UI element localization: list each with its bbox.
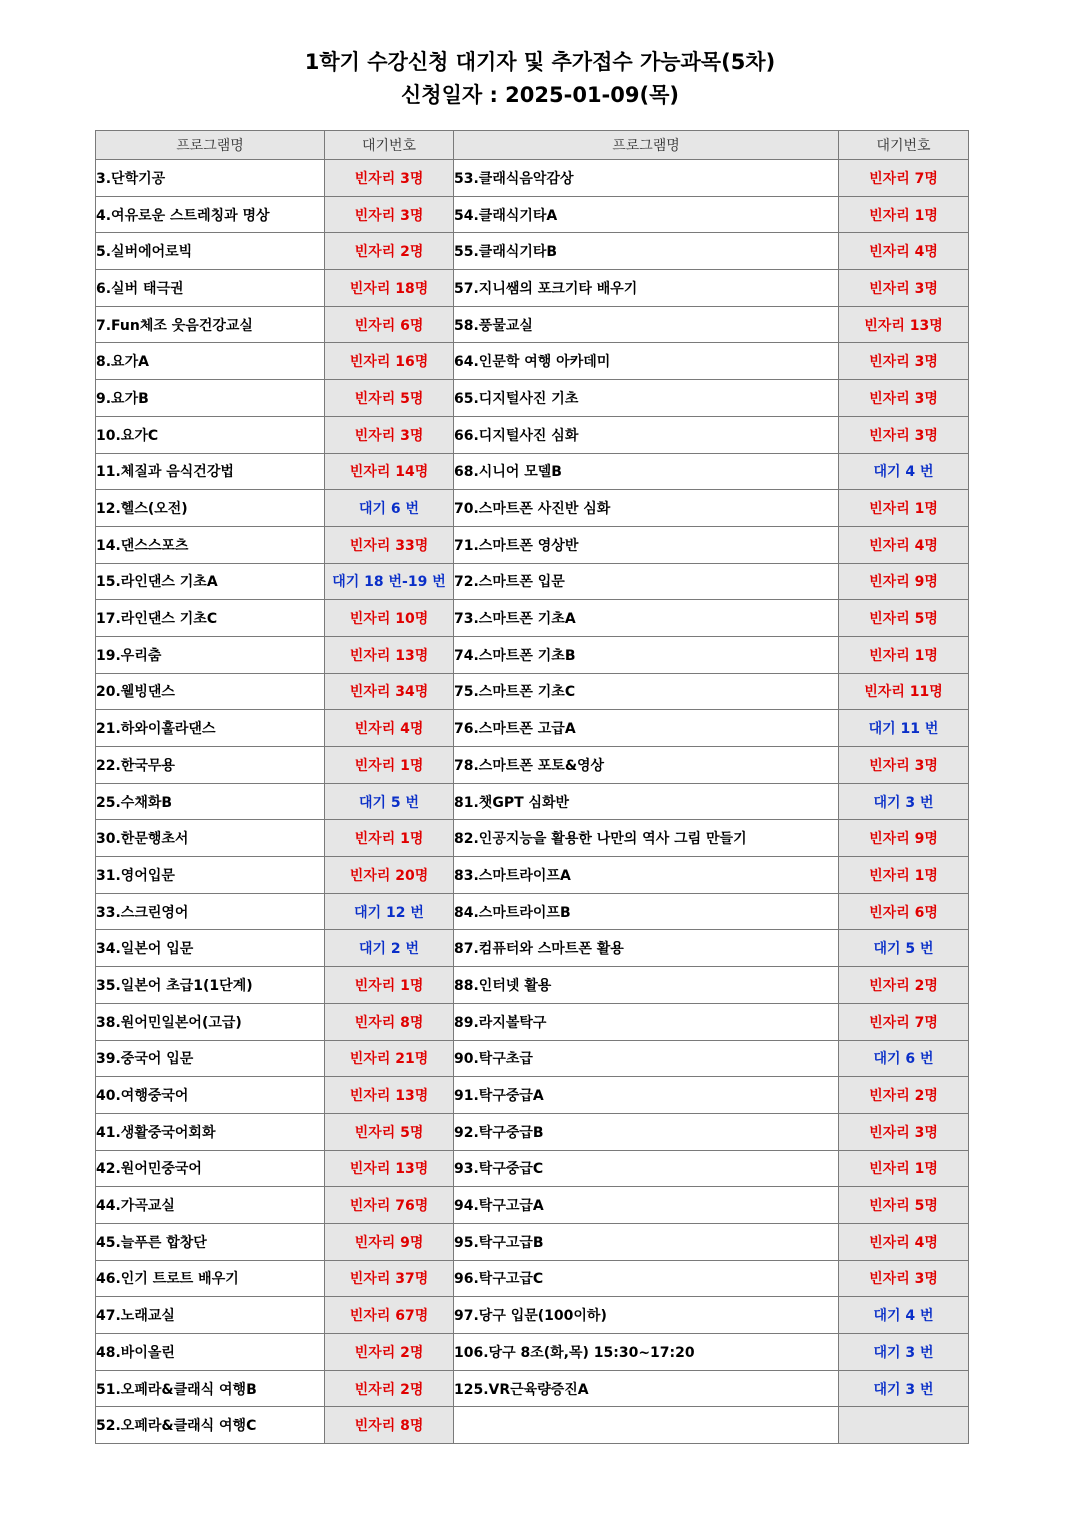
wait-status-cell: 빈자리 2명 [839,1077,969,1114]
program-name-cell [454,1407,839,1444]
wait-status-cell: 빈자리 18명 [325,270,454,307]
program-name-cell: 92.탁구중급B [454,1113,839,1150]
wait-status-cell: 빈자리 7명 [839,1003,969,1040]
program-name-cell: 51.오페라&클래식 여행B [96,1370,325,1407]
table-row [96,783,969,820]
table-row [96,857,969,894]
wait-status-cell: 대기 12 번 [325,893,454,930]
wait-status-cell: 빈자리 2명 [839,967,969,1004]
program-name-cell: 21.하와이훌라댄스 [96,710,325,747]
table-row [96,673,969,710]
wait-status-cell: 빈자리 13명 [325,1077,454,1114]
table-row [96,1003,969,1040]
header-program-name-left: 프로그램명 [96,131,325,160]
table-row [96,967,969,1004]
wait-status-cell: 대기 3 번 [839,1334,969,1371]
program-name-cell: 25.수채화B [96,783,325,820]
wait-status-cell: 빈자리 37명 [325,1260,454,1297]
program-name-cell: 64.인문학 여행 아카데미 [454,343,839,380]
program-name-cell: 82.인공지능을 활용한 나만의 역사 그림 만들기 [454,820,839,857]
table-row [96,306,969,343]
table-row [96,1407,969,1444]
table-row [96,453,969,490]
table-row [96,1077,969,1114]
program-name-cell: 10.요가C [96,416,325,453]
program-name-cell: 31.영어입문 [96,857,325,894]
wait-status-cell: 빈자리 3명 [839,747,969,784]
course-waitlist-table [95,130,969,1444]
program-name-cell: 88.인터넷 활용 [454,967,839,1004]
wait-status-cell: 빈자리 5명 [839,600,969,637]
wait-status-cell: 빈자리 13명 [839,306,969,343]
table-row [96,636,969,673]
program-name-cell: 53.클래식음악감상 [454,160,839,197]
wait-status-cell: 빈자리 10명 [325,600,454,637]
program-name-cell: 34.일본어 입문 [96,930,325,967]
table-row [96,600,969,637]
wait-status-cell: 빈자리 4명 [839,1223,969,1260]
wait-status-cell: 빈자리 3명 [839,343,969,380]
wait-status-cell: 빈자리 34명 [325,673,454,710]
wait-status-cell: 빈자리 4명 [325,710,454,747]
table-row [96,380,969,417]
wait-status-cell: 빈자리 1명 [325,747,454,784]
table-row [96,1040,969,1077]
program-name-cell: 9.요가B [96,380,325,417]
program-name-cell: 89.라지볼탁구 [454,1003,839,1040]
table-row [96,563,969,600]
table-row [96,1113,969,1150]
wait-status-cell: 빈자리 3명 [325,160,454,197]
wait-status-cell: 대기 4 번 [839,453,969,490]
table-row [96,233,969,270]
wait-status-cell: 빈자리 16명 [325,343,454,380]
program-name-cell: 74.스마트폰 기초B [454,636,839,673]
program-name-cell: 42.원어민중국어 [96,1150,325,1187]
wait-status-cell: 빈자리 3명 [839,380,969,417]
program-name-cell: 8.요가A [96,343,325,380]
header-program-name-right: 프로그램명 [454,131,839,160]
wait-status-cell: 빈자리 13명 [325,1150,454,1187]
program-name-cell: 95.탁구고급B [454,1223,839,1260]
wait-status-cell: 빈자리 1명 [839,490,969,527]
table-row [96,160,969,197]
table-row [96,416,969,453]
table-row [96,343,969,380]
program-name-cell: 96.탁구고급C [454,1260,839,1297]
header-wait-number-left: 대기번호 [325,131,454,160]
wait-status-cell [839,1407,969,1444]
program-name-cell: 94.탁구고급A [454,1187,839,1224]
table-row [96,1370,969,1407]
wait-status-cell: 빈자리 6명 [325,306,454,343]
wait-status-cell: 빈자리 2명 [325,1370,454,1407]
application-date: 신청일자 : 2025-01-09(목) [401,83,679,107]
wait-status-cell: 빈자리 4명 [839,526,969,563]
wait-status-cell: 빈자리 2명 [325,233,454,270]
table-row [96,820,969,857]
program-name-cell: 76.스마트폰 고급A [454,710,839,747]
program-name-cell: 72.스마트폰 입문 [454,563,839,600]
wait-status-cell: 빈자리 1명 [839,857,969,894]
program-name-cell: 54.클래식기타A [454,196,839,233]
program-name-cell: 4.여유로운 스트레칭과 명상 [96,196,325,233]
wait-status-cell: 대기 5 번 [325,783,454,820]
wait-status-cell: 빈자리 13명 [325,636,454,673]
wait-status-cell: 빈자리 9명 [325,1223,454,1260]
wait-status-cell: 빈자리 5명 [325,1113,454,1150]
wait-status-cell: 빈자리 3명 [839,1113,969,1150]
wait-status-cell: 빈자리 5명 [839,1187,969,1224]
program-name-cell: 20.웰빙댄스 [96,673,325,710]
wait-status-cell: 대기 6 번 [325,490,454,527]
wait-status-cell: 빈자리 8명 [325,1003,454,1040]
table-row [96,270,969,307]
table-row [96,1334,969,1371]
program-name-cell: 45.늘푸른 합창단 [96,1223,325,1260]
table-row [96,1223,969,1260]
wait-status-cell: 대기 6 번 [839,1040,969,1077]
wait-status-cell: 빈자리 3명 [325,416,454,453]
program-name-cell: 66.디지털사진 심화 [454,416,839,453]
program-name-cell: 47.노래교실 [96,1297,325,1334]
program-name-cell: 52.오페라&클래식 여행C [96,1407,325,1444]
program-name-cell: 19.우리춤 [96,636,325,673]
program-name-cell: 44.가곡교실 [96,1187,325,1224]
wait-status-cell: 대기 4 번 [839,1297,969,1334]
program-name-cell: 3.단학기공 [96,160,325,197]
wait-status-cell: 빈자리 3명 [839,1260,969,1297]
table-row [96,710,969,747]
program-name-cell: 57.지니쌤의 포크기타 배우기 [454,270,839,307]
wait-status-cell: 빈자리 4명 [839,233,969,270]
wait-status-cell: 빈자리 1명 [839,1150,969,1187]
wait-status-cell: 대기 3 번 [839,783,969,820]
wait-status-cell: 빈자리 67명 [325,1297,454,1334]
table-row [96,526,969,563]
wait-status-cell: 빈자리 33명 [325,526,454,563]
program-name-cell: 87.컴퓨터와 스마트폰 활용 [454,930,839,967]
program-name-cell: 78.스마트폰 포토&영상 [454,747,839,784]
program-name-cell: 73.스마트폰 기초A [454,600,839,637]
program-name-cell: 106.당구 8조(화,목) 15:30~17:20 [454,1334,839,1371]
wait-status-cell: 빈자리 21명 [325,1040,454,1077]
wait-status-cell: 빈자리 14명 [325,453,454,490]
program-name-cell: 91.탁구중급A [454,1077,839,1114]
wait-status-cell: 빈자리 3명 [839,416,969,453]
program-name-cell: 68.시니어 모델B [454,453,839,490]
wait-status-cell: 빈자리 76명 [325,1187,454,1224]
header-wait-number-right: 대기번호 [839,131,969,160]
program-name-cell: 33.스크린영어 [96,893,325,930]
wait-status-cell: 빈자리 11명 [839,673,969,710]
wait-status-cell: 빈자리 20명 [325,857,454,894]
program-name-cell: 7.Fun체조 웃음건강교실 [96,306,325,343]
wait-status-cell: 빈자리 8명 [325,1407,454,1444]
wait-status-cell: 빈자리 6명 [839,893,969,930]
table-row [96,1187,969,1224]
wait-status-cell: 빈자리 1명 [325,967,454,1004]
program-name-cell: 58.풍물교실 [454,306,839,343]
program-name-cell: 17.라인댄스 기초C [96,600,325,637]
table-row [96,747,969,784]
program-name-cell: 90.탁구초급 [454,1040,839,1077]
program-name-cell: 6.실버 태극권 [96,270,325,307]
program-name-cell: 48.바이올린 [96,1334,325,1371]
program-name-cell: 22.한국무용 [96,747,325,784]
wait-status-cell: 빈자리 9명 [839,563,969,600]
wait-status-cell: 빈자리 1명 [839,636,969,673]
program-name-cell: 35.일본어 초급1(1단계) [96,967,325,1004]
table-row [96,893,969,930]
wait-status-cell: 빈자리 1명 [325,820,454,857]
table-row [96,1297,969,1334]
program-name-cell: 30.한문행초서 [96,820,325,857]
wait-status-cell: 빈자리 1명 [839,196,969,233]
program-name-cell: 15.라인댄스 기초A [96,563,325,600]
program-name-cell: 55.클래식기타B [454,233,839,270]
document-title: 1학기 수강신청 대기자 및 추가접수 가능과목(5차) [304,50,776,74]
wait-status-cell: 대기 11 번 [839,710,969,747]
program-name-cell: 40.여행중국어 [96,1077,325,1114]
wait-status-cell: 빈자리 9명 [839,820,969,857]
wait-status-cell: 대기 5 번 [839,930,969,967]
program-name-cell: 83.스마트라이프A [454,857,839,894]
table-header-row [96,131,969,160]
wait-status-cell: 대기 3 번 [839,1370,969,1407]
program-name-cell: 65.디지털사진 기초 [454,380,839,417]
table-row [96,196,969,233]
program-name-cell: 12.헬스(오전) [96,490,325,527]
program-name-cell: 125.VR근육량증진A [454,1370,839,1407]
program-name-cell: 11.체질과 음식건강법 [96,453,325,490]
table-row [96,930,969,967]
wait-status-cell: 빈자리 5명 [325,380,454,417]
wait-status-cell: 대기 18 번-19 번 [325,563,454,600]
table-row [96,1260,969,1297]
program-name-cell: 70.스마트폰 사진반 심화 [454,490,839,527]
wait-status-cell: 빈자리 7명 [839,160,969,197]
program-name-cell: 46.인기 트로트 배우기 [96,1260,325,1297]
wait-status-cell: 빈자리 2명 [325,1334,454,1371]
program-name-cell: 97.당구 입문(100이하) [454,1297,839,1334]
program-name-cell: 41.생활중국어회화 [96,1113,325,1150]
wait-status-cell: 빈자리 3명 [325,196,454,233]
table-row [96,490,969,527]
program-name-cell: 93.탁구중급C [454,1150,839,1187]
program-name-cell: 39.중국어 입문 [96,1040,325,1077]
wait-status-cell: 대기 2 번 [325,930,454,967]
program-name-cell: 81.챗GPT 심화반 [454,783,839,820]
wait-status-cell: 빈자리 3명 [839,270,969,307]
program-name-cell: 75.스마트폰 기초C [454,673,839,710]
program-name-cell: 38.원어민일본어(고급) [96,1003,325,1040]
program-name-cell: 84.스마트라이프B [454,893,839,930]
program-name-cell: 71.스마트폰 영상반 [454,526,839,563]
program-name-cell: 14.댄스스포츠 [96,526,325,563]
table-row [96,1150,969,1187]
program-name-cell: 5.실버에어로빅 [96,233,325,270]
